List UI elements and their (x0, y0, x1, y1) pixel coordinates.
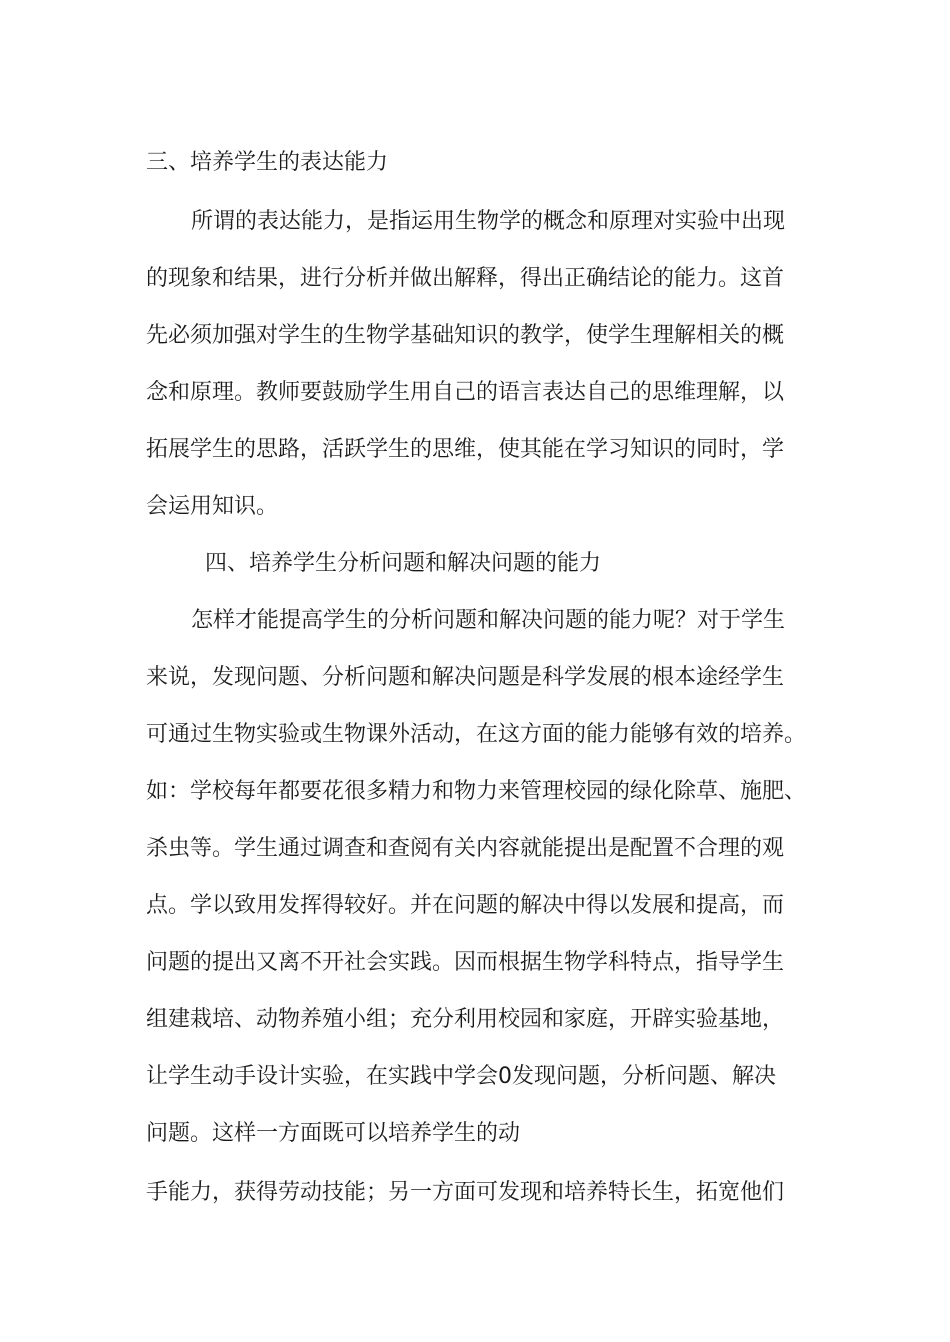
paragraph-line: 怎样才能提高学生的分析问题和解决问题的能力呢？对于学生 (191, 608, 786, 633)
paragraph-line: 先必须加强对学生的生物学基础知识的教学，使学生理解相关的概 (146, 323, 785, 348)
paragraph-line: 可通过生物实验或生物课外活动，在这方面的能力能够有效的培养。 (146, 722, 807, 747)
section-heading-3: 三、培养学生的表达能力 (146, 150, 389, 175)
paragraph-line: 来说，发现问题、分析问题和解决问题是科学发展的根本途经学生 (146, 665, 785, 690)
paragraph-line: 组建栽培、动物养殖小组；充分利用校园和家庭，开辟实验基地， (146, 1007, 785, 1032)
section-heading-4: 四、培养学生分析问题和解决问题的能力 (205, 551, 602, 576)
paragraph-line: 拓展学生的思路，活跃学生的思维，使其能在学习知识的同时，学 (146, 437, 785, 462)
paragraph-line: 会运用知识。 (146, 494, 279, 519)
paragraph-line: 问题的提出又离不开社会实践。因而根据生物学科特点，指导学生 (146, 950, 785, 975)
paragraph-line: 如：学校每年都要花很多精力和物力来管理校园的绿化除草、施肥、 (146, 779, 807, 804)
paragraph-line: 让学生动手设计实验，在实践中学会0发现问题，分析问题、解决 (146, 1064, 776, 1089)
paragraph-line: 杀虫等。学生通过调查和查阅有关内容就能提出是配置不合理的观 (146, 836, 785, 861)
paragraph-line: 问题。这样一方面既可以培养学生的动 (146, 1121, 521, 1146)
paragraph-line: 的现象和结果，进行分析并做出解释，得出正确结论的能力。这首 (146, 266, 785, 291)
paragraph-line: 点。学以致用发挥得较好。并在问题的解决中得以发展和提高，而 (146, 893, 785, 918)
paragraph-line: 所谓的表达能力，是指运用生物学的概念和原理对实验中出现 (191, 209, 786, 234)
paragraph-line: 手能力，获得劳动技能；另一方面可发现和培养特长生，拓宽他们 (146, 1180, 785, 1205)
paragraph-line: 念和原理。教师要鼓励学生用自己的语言表达自己的思维理解，以 (146, 380, 785, 405)
